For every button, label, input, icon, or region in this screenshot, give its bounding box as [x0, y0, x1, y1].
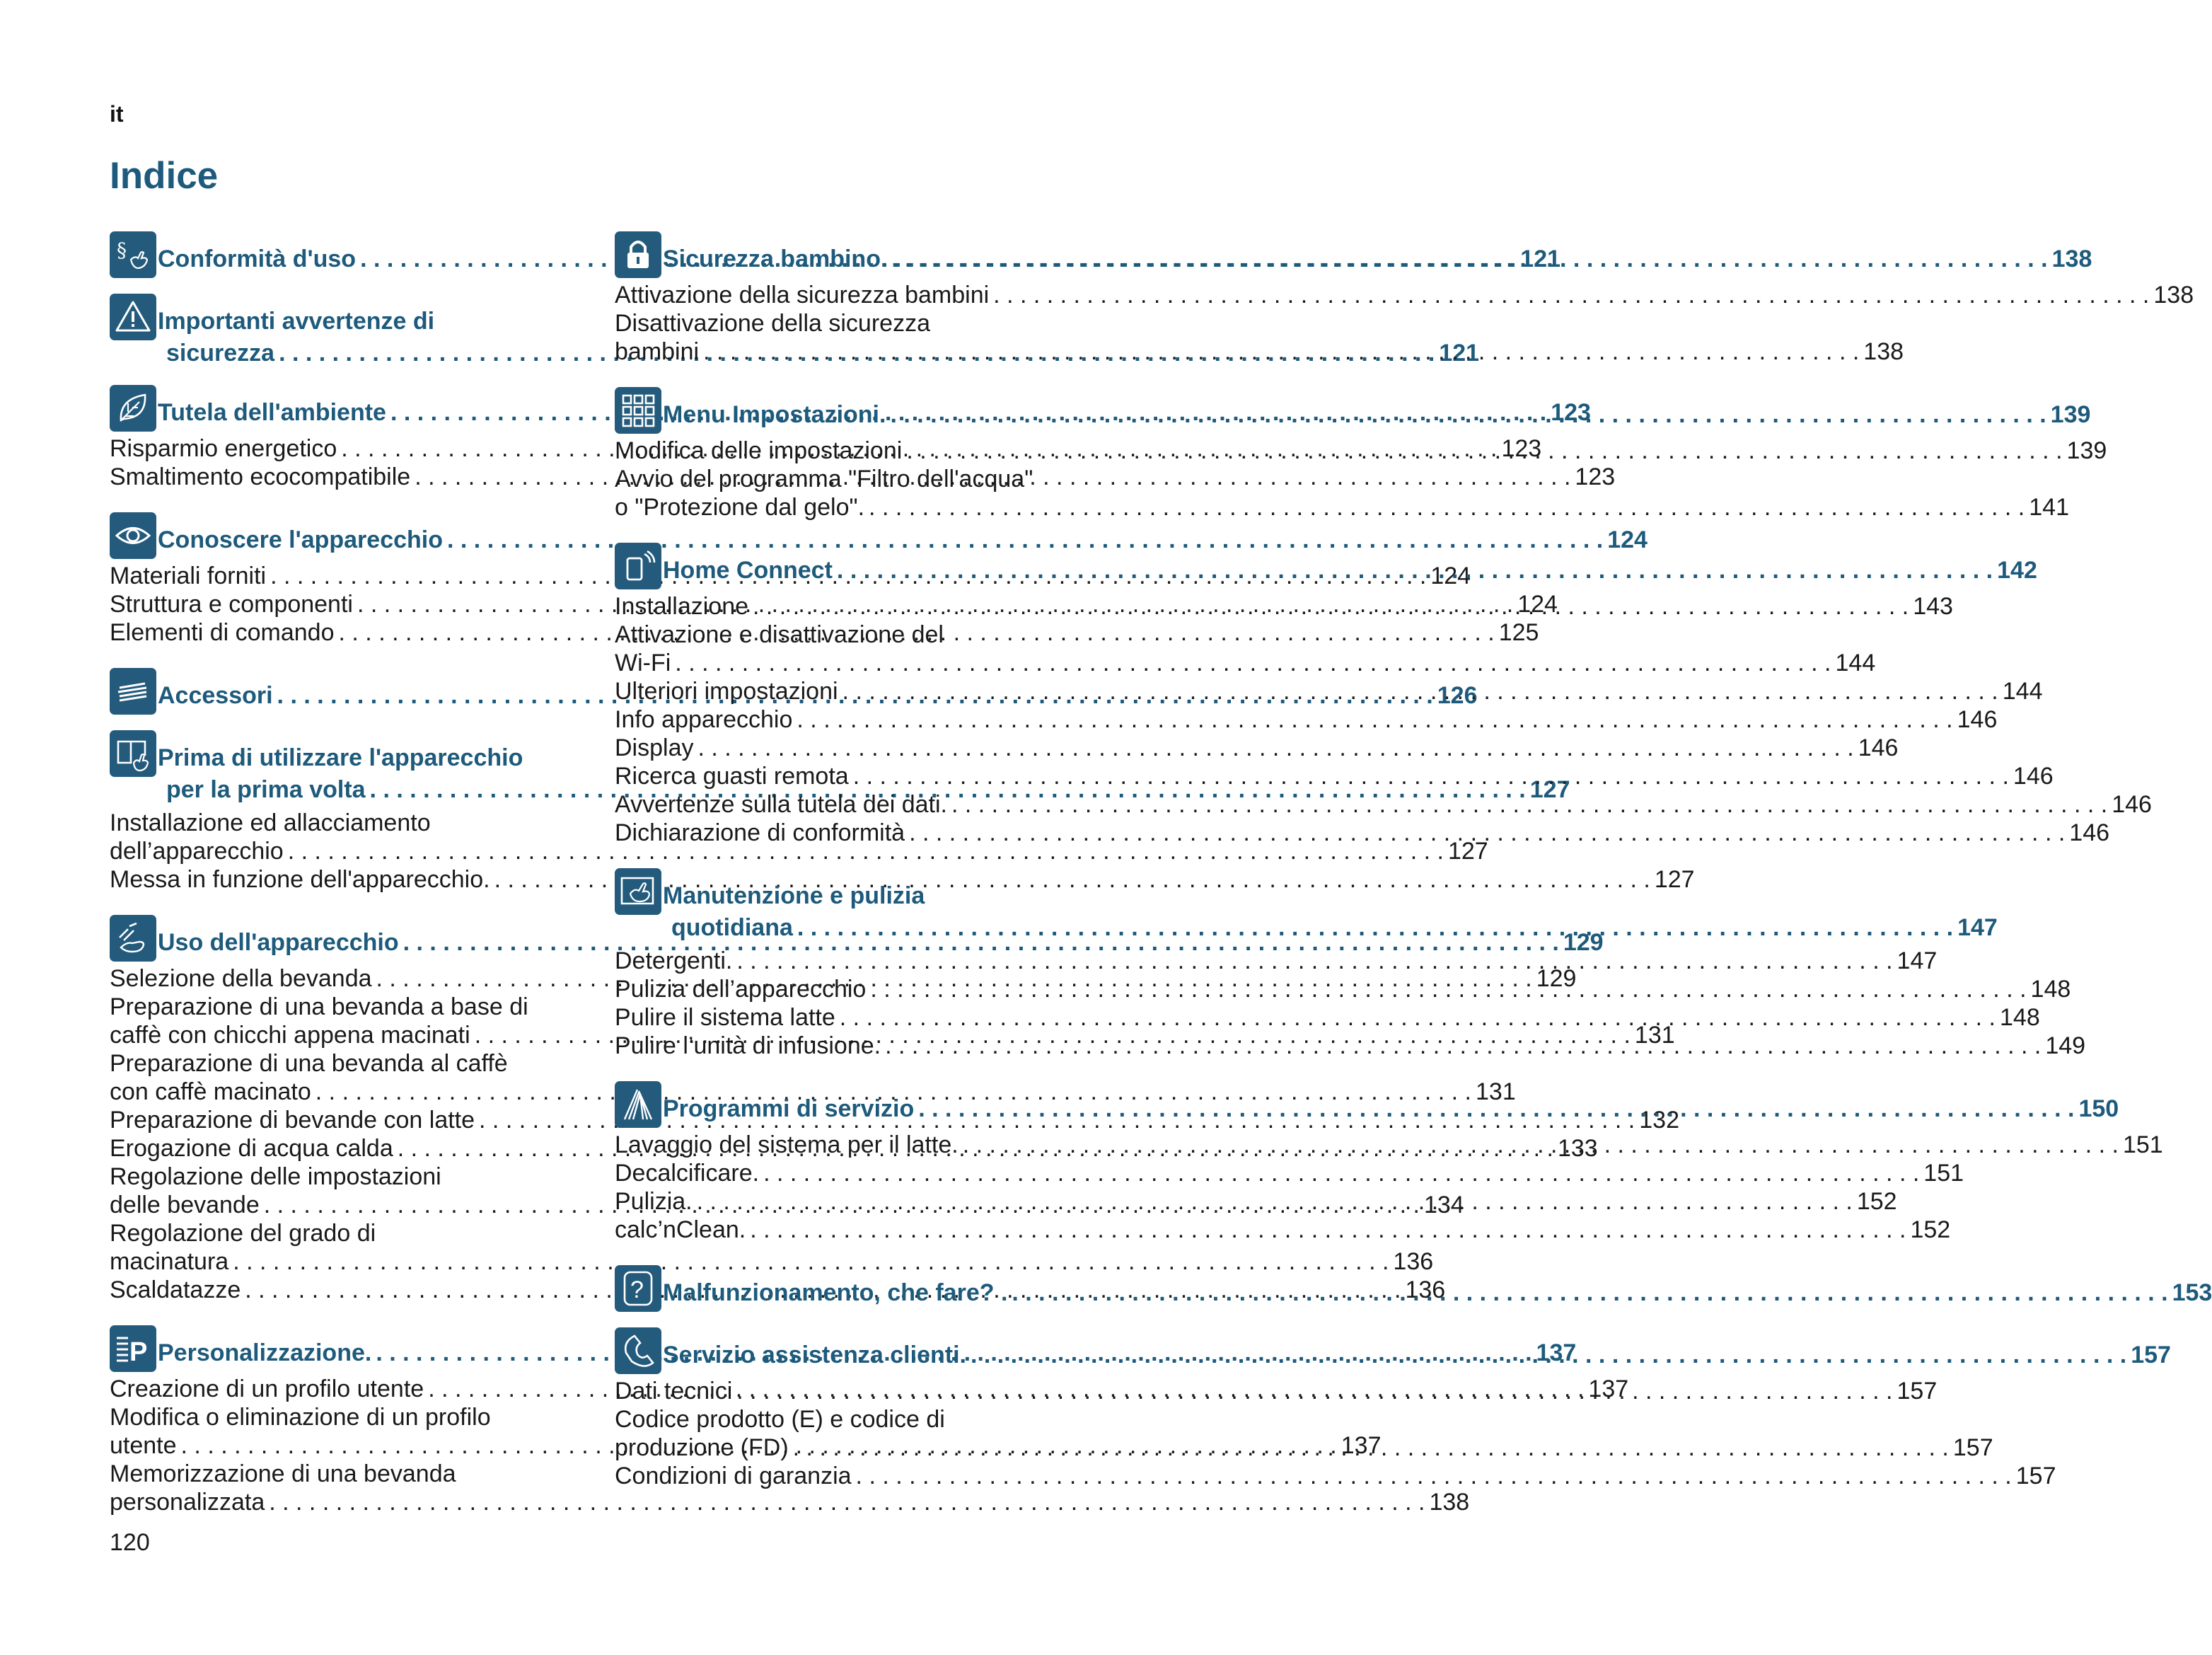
- subsection-line[interactable]: [615, 819, 2110, 847]
- entry-text: Codice prodotto (E) e codice di: [615, 1406, 945, 1433]
- entry-text: produzione (FD): [615, 1434, 789, 1461]
- entry-text: Dichiarazione di conformità: [615, 819, 905, 846]
- svg-text:?: ?: [630, 1276, 644, 1303]
- dot-leader: [736, 947, 1892, 975]
- page-ref: 138: [2153, 282, 2194, 308]
- entry-text: personalizzata: [110, 1489, 265, 1516]
- section-title-line[interactable]: [663, 1339, 2171, 1371]
- page-ref: 146: [2112, 791, 2152, 818]
- subsection-line[interactable]: [615, 493, 2069, 521]
- page-ref: 157: [2131, 1342, 2171, 1368]
- page-ref: 138: [2051, 246, 2092, 272]
- eye-icon: [110, 512, 156, 559]
- page-ref: 129: [1563, 929, 1604, 956]
- dot-leader: [842, 677, 1998, 705]
- language-code: it: [110, 101, 124, 127]
- entry-text: Personalizzazione.: [158, 1339, 372, 1366]
- entry-text: con caffè macinato: [110, 1078, 311, 1105]
- dot-leader: [697, 1187, 1853, 1216]
- page-ref: 148: [2030, 976, 2071, 1003]
- entry-text: Uso dell'apparecchio: [158, 929, 399, 956]
- entry-text: Ricerca guasti remota: [615, 763, 849, 790]
- page-ref: 125: [1498, 619, 1539, 646]
- dot-leader: [891, 243, 2047, 275]
- page-ref: 126: [1437, 682, 1478, 709]
- page-ref: 127: [1447, 838, 1488, 865]
- subsection-line[interactable]: [615, 1462, 2056, 1490]
- page-ref: 136: [1405, 1276, 1446, 1303]
- page-ref: 143: [1913, 593, 1953, 620]
- entry-text: Preparazione di bevande con latte: [110, 1107, 475, 1134]
- home-connect-icon: [615, 543, 661, 589]
- subsection-entry[interactable]: [615, 705, 1998, 734]
- entry-text: Pulizia.: [615, 1188, 693, 1215]
- entry-text: dell’apparecchio: [110, 838, 284, 865]
- page-ref: 121: [1439, 340, 1480, 367]
- page-title: Indice: [110, 155, 219, 197]
- entry-text: Accessori: [158, 682, 273, 709]
- paragraph-hand-icon: [110, 231, 156, 278]
- subsection-line[interactable]: [110, 865, 1695, 894]
- subsection-entry[interactable]: [110, 1049, 1516, 1106]
- svg-text:§: §: [117, 238, 127, 262]
- entry-text: Manutenzione e pulizia: [663, 882, 925, 909]
- entry-text: Decalcificare.: [615, 1160, 760, 1187]
- subsection-entry[interactable]: [615, 1159, 1964, 1187]
- entry-text: Tutela dell'ambiente: [158, 399, 386, 426]
- entry-text: Conformità d'uso: [158, 246, 357, 272]
- page-ref: 150: [2078, 1095, 2119, 1122]
- entry-text: Pulire l’unità di infusione.: [615, 1032, 881, 1059]
- entry-text: utente: [110, 1432, 177, 1459]
- subsection-line[interactable]: [615, 734, 1899, 762]
- entry-text: Installazione ed allacciamento: [110, 809, 431, 836]
- section-title: [663, 1321, 2171, 1371]
- dot-leader: [750, 1216, 1906, 1244]
- dot-leader: [906, 437, 2062, 465]
- dot-leader: [837, 555, 1993, 587]
- section-title-line[interactable]: [663, 1277, 2212, 1309]
- dot-leader: [885, 1032, 2041, 1060]
- entry-text: Info apparecchio: [615, 706, 793, 733]
- entry-text: Selezione della bevanda: [110, 965, 372, 992]
- dot-leader: [909, 819, 2065, 847]
- entry-text: Prima di utilizzare l'apparecchio: [158, 744, 523, 771]
- entry-text: Modifica delle impostazioni: [615, 437, 903, 464]
- entry-text: calc’nClean.: [615, 1216, 746, 1243]
- entry-text: caffè con chicchi appena macinati: [110, 1022, 470, 1049]
- dot-leader: [971, 1339, 2126, 1371]
- question-icon: [615, 1265, 661, 1312]
- page-ref: 153: [2172, 1279, 2212, 1306]
- subsection-line[interactable]: [615, 1216, 1951, 1244]
- page-ref: 149: [2045, 1032, 2086, 1059]
- section-title: [663, 862, 1998, 944]
- page-ref: 142: [1997, 557, 2037, 584]
- entry-text: Preparazione di una bevanda a base di: [110, 993, 528, 1020]
- entry-text: Struttura e componenti: [110, 591, 353, 618]
- section-title: [663, 1259, 2212, 1309]
- dot-leader: [869, 493, 2025, 521]
- page-ref: 124: [1607, 526, 1648, 553]
- entry-text: Avvio del programma "Filtro dell'acqua": [615, 466, 1033, 492]
- entry-text: Smaltimento ecocompatibile: [110, 463, 411, 490]
- page-number: 120: [110, 1529, 150, 1556]
- section-title-line[interactable]: [663, 243, 2092, 275]
- dot-leader: [870, 975, 2026, 1003]
- page-ref: 124: [1517, 591, 1558, 618]
- page-ref: 148: [2000, 1004, 2040, 1031]
- section-title-line[interactable]: [663, 912, 1998, 944]
- page-ref: 147: [1897, 947, 1938, 974]
- subsection-line[interactable]: [615, 649, 1876, 677]
- entry-text: Pulire il sistema latte: [615, 1004, 835, 1031]
- page-ref: 157: [2015, 1463, 2056, 1489]
- entry-text: Menu Impostazioni.: [663, 401, 886, 428]
- lock-icon: [615, 231, 661, 278]
- dot-leader: [793, 1434, 1949, 1462]
- page-ref: 139: [2066, 437, 2107, 464]
- page-ref: 129: [1536, 965, 1577, 992]
- entry-text: Detergenti.: [615, 947, 733, 974]
- profile-p-icon: [110, 1325, 156, 1372]
- entry-text: Conoscere l'apparecchio: [158, 526, 444, 553]
- dot-leader: [963, 1131, 2119, 1159]
- subsection-entry[interactable]: [615, 947, 1938, 975]
- page-ref: 136: [1393, 1248, 1434, 1275]
- section-title: [663, 225, 2092, 275]
- dot-leader: [890, 399, 2046, 431]
- subsection-line[interactable]: [615, 1159, 1964, 1187]
- subsection-line[interactable]: [615, 790, 2152, 819]
- entry-text: Installazione: [615, 593, 749, 620]
- entry-text: o "Protezione dal gelo".: [615, 494, 865, 521]
- phone-icon: [615, 1327, 661, 1374]
- entry-text: Erogazione di acqua calda: [110, 1135, 393, 1162]
- section-title-line: [663, 880, 1998, 912]
- page-ref: 144: [2002, 678, 2043, 705]
- page-ref: 157: [1952, 1434, 1993, 1461]
- subsection-line[interactable]: [615, 281, 2194, 309]
- subsection-line[interactable]: [110, 837, 1488, 865]
- entry-text: Pulizia dell’apparecchio: [615, 976, 867, 1003]
- page-ref: 141: [2029, 494, 2069, 521]
- hand-pour-icon: [110, 915, 156, 962]
- page-ref: 131: [1634, 1022, 1675, 1049]
- page-ref: 147: [1957, 914, 1998, 941]
- subsection-entry[interactable]: [615, 734, 1899, 762]
- dot-leader: [853, 762, 2009, 790]
- entry-text: Disattivazione della sicurezza: [615, 310, 930, 337]
- accessories-icon: [110, 668, 156, 715]
- section-title-line[interactable]: [663, 555, 2037, 587]
- entry-text: Programmi di servizio: [663, 1095, 915, 1122]
- entry-text: Attivazione e disattivazione del: [615, 621, 944, 648]
- section-title-line[interactable]: [663, 1093, 2119, 1125]
- subsection-line[interactable]: [615, 1003, 2040, 1032]
- dot-leader: [697, 734, 1853, 762]
- entry-text: Regolazione delle impostazioni: [110, 1163, 441, 1190]
- page-ref: 124: [1430, 563, 1471, 589]
- entry-text: Memorizzazione di una bevanda: [110, 1460, 456, 1487]
- entry-text: Importanti avvertenze di: [158, 308, 435, 335]
- page-ref: 127: [1529, 776, 1570, 803]
- section-title: [663, 1075, 2119, 1125]
- entry-text: Materiali forniti: [110, 563, 267, 589]
- entry-text: sicurezza: [166, 340, 275, 367]
- entry-text: Dati tecnici: [615, 1378, 733, 1405]
- page-ref: 144: [1835, 650, 1876, 676]
- page-ref: 131: [1476, 1078, 1516, 1105]
- entry-text: Lavaggio del sistema per il latte.: [615, 1131, 959, 1158]
- subsection-entry[interactable]: [615, 1216, 1951, 1244]
- subsection-entry[interactable]: [110, 865, 1695, 894]
- leaf-icon: [110, 385, 156, 432]
- page-ref: 146: [1957, 706, 1998, 733]
- subsection-entry[interactable]: [615, 790, 2152, 819]
- page-ref: 151: [1923, 1160, 1964, 1187]
- entry-text: Preparazione di una bevanda al caffè: [110, 1050, 508, 1077]
- entry-text: quotidiana: [671, 914, 793, 941]
- dot-leader: [763, 1159, 1919, 1187]
- entry-text: Scaldatazze: [110, 1276, 241, 1303]
- page-ref: 146: [2069, 819, 2110, 846]
- page-ref: 121: [1520, 246, 1561, 272]
- page-ref: 157: [1897, 1378, 1938, 1405]
- entry-text: macinatura: [110, 1248, 229, 1275]
- page-ref: 138: [1863, 338, 1904, 365]
- page-ref: 138: [1429, 1489, 1470, 1516]
- subsection-line[interactable]: [110, 1247, 1434, 1276]
- dot-leader: [856, 1462, 2012, 1490]
- entry-text: Attivazione della sicurezza bambini: [615, 282, 990, 308]
- entry-text: Modifica o eliminazione di un profilo: [110, 1404, 491, 1431]
- dot-leader: [753, 592, 1909, 621]
- dot-leader: [840, 1003, 1996, 1032]
- dot-leader: [1012, 1277, 2167, 1309]
- subsection-entry[interactable]: [615, 819, 2110, 847]
- page-ref: 152: [1856, 1188, 1897, 1215]
- subsection-line[interactable]: [615, 705, 1998, 734]
- entry-text: Wi-Fi: [615, 650, 671, 676]
- dot-leader: [797, 912, 1953, 944]
- entry-text: Condizioni di garanzia: [615, 1463, 852, 1489]
- dot-leader: [797, 705, 1952, 734]
- warning-triangle-icon: [110, 294, 156, 340]
- page-ref: 146: [2013, 763, 2054, 790]
- entry-text: per la prima volta: [166, 776, 366, 803]
- cleaning-cloth-icon: [615, 868, 661, 915]
- entry-text: Creazione di un profilo utente: [110, 1376, 424, 1402]
- manual-hand-icon: [110, 730, 156, 777]
- page-ref: 151: [2122, 1131, 2163, 1158]
- subsection-line[interactable]: [110, 1488, 1470, 1516]
- section-title-line[interactable]: [663, 399, 2090, 431]
- entry-text: Sicurezza bambino.: [663, 246, 888, 272]
- page-ref: 123: [1551, 399, 1591, 426]
- entry-text: Risparmio energetico: [110, 435, 337, 462]
- subsection-line[interactable]: [615, 947, 1938, 975]
- section-title: [663, 536, 2037, 587]
- page-ref: 132: [1639, 1107, 1679, 1134]
- dot-leader: [918, 1093, 2074, 1125]
- section-title: [663, 381, 2090, 431]
- entry-text: bambini: [615, 338, 700, 365]
- entry-text: Malfunzionamento, che fare? .: [663, 1279, 1008, 1306]
- page-ref: 123: [1575, 463, 1616, 490]
- dot-leader: [993, 281, 2149, 309]
- page-ref: 137: [1340, 1432, 1382, 1459]
- subsection-line[interactable]: [110, 1078, 1516, 1106]
- entry-text: Elementi di comando: [110, 619, 335, 646]
- entry-text: Regolazione del grado di: [110, 1220, 376, 1247]
- entry-text: Avvertenze sulla tutela dei dati.: [615, 791, 947, 818]
- subsection-entry[interactable]: [615, 281, 2194, 309]
- page-ref: 139: [2050, 401, 2091, 428]
- service-brush-icon: [615, 1081, 661, 1128]
- page-ref: 127: [1654, 866, 1695, 893]
- page-ref: 152: [1910, 1216, 1951, 1243]
- dot-leader: [675, 649, 1831, 677]
- subsection-entry[interactable]: [615, 1462, 2056, 1490]
- entry-text: Home Connect: [663, 557, 833, 584]
- entry-text: Servizio assistenza clienti.: [663, 1342, 966, 1368]
- svg-text:P: P: [129, 1337, 148, 1367]
- page-ref: 133: [1557, 1135, 1598, 1162]
- subsection-entry[interactable]: [615, 1003, 2040, 1032]
- entry-text: delle bevande: [110, 1192, 260, 1218]
- page-ref: 137: [1588, 1376, 1629, 1402]
- page-ref: 146: [1858, 734, 1899, 761]
- dot-leader: [703, 338, 1859, 366]
- page-ref: 134: [1423, 1192, 1464, 1218]
- dot-leader: [736, 1377, 1892, 1405]
- entry-text: Display: [615, 734, 694, 761]
- page-ref: 137: [1536, 1339, 1577, 1366]
- entry-text: Messa in funzione dell'apparecchio.: [110, 866, 490, 893]
- entry-text: Ulteriori impostazioni: [615, 678, 838, 705]
- page-ref: 123: [1501, 435, 1542, 462]
- dot-leader: [951, 790, 2107, 819]
- menu-grid-icon: [615, 387, 661, 434]
